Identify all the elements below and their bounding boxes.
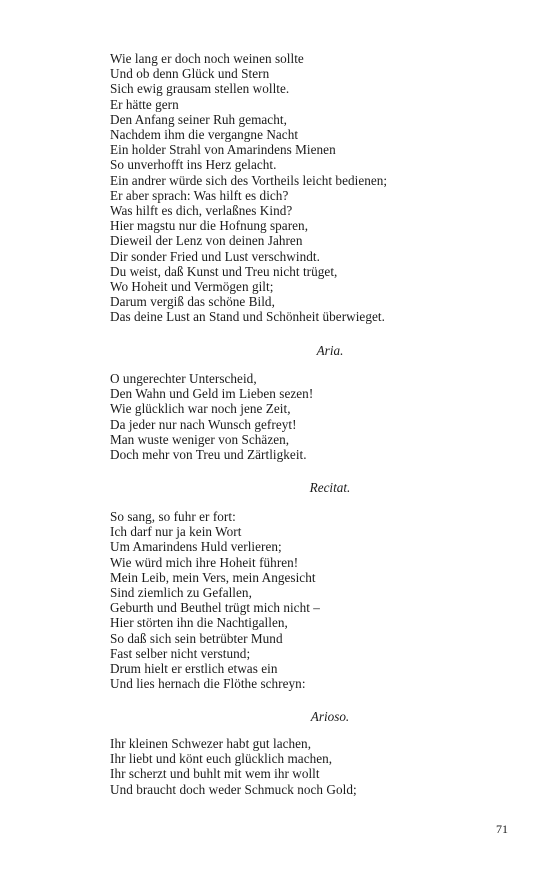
verse-line: Da jeder nur nach Wunsch gefreyt!	[110, 416, 297, 432]
verse-line: Geburth und Beuthel trügt mich nicht –	[110, 600, 320, 616]
verse-line: Ihr scherzt und buhlt mit wem ihr wollt	[110, 766, 320, 782]
verse-line: So unverhofft ins Herz gelacht.	[110, 157, 277, 173]
verse-line: Er aber sprach: Was hilft es dich?	[110, 187, 289, 203]
verse-line: Und lies hernach die Flöthe schreyn:	[110, 676, 306, 692]
verse-line: Um Amarindens Huld verlieren;	[110, 539, 282, 555]
verse-line: Fast selber nicht verstund;	[110, 645, 251, 661]
verse-line: Und braucht doch weder Schmuck noch Gold;	[110, 781, 357, 797]
verse-line: Dieweil der Lenz von deinen Jahren	[110, 233, 303, 249]
verse-line: Wie würd mich ihre Hoheit führen!	[110, 554, 299, 570]
verse-line: Dir sonder Fried und Lust verschwindt.	[110, 248, 320, 264]
aria-stanza	[110, 371, 510, 462]
aria-heading: Aria.	[316, 343, 344, 358]
verse-line: Ich darf nur ja kein Wort	[110, 524, 242, 540]
verse-line: Sich ewig grausam stellen wollte.	[110, 81, 290, 97]
verse-line: Du weist, daß Kunst und Treu nicht trüget,	[110, 263, 338, 279]
verse-line: Den Wahn und Geld im Lieben sezen!	[110, 386, 314, 402]
arioso-heading: Arioso.	[310, 709, 350, 724]
verse-line: Darum vergiß das schöne Bild,	[110, 294, 275, 310]
arioso-stanza	[110, 736, 510, 797]
recitative-stanza	[110, 51, 510, 325]
verse-line: So daß sich sein betrübter Mund	[110, 630, 283, 646]
verse-line: Ein andrer würde sich des Vortheils leicht bedienen;	[110, 172, 388, 188]
verse-line: Den Anfang seiner Ruh gemacht,	[110, 111, 287, 127]
verse-line: Das deine Lust an Stand und Schönheit überwieget.	[110, 309, 385, 325]
recitat-heading: Recitat.	[309, 480, 351, 495]
verse-line: Wo Hoheit und Vermögen gilt;	[110, 279, 274, 295]
verse-line: Was hilft es dich, verlaßnes Kind?	[110, 203, 293, 219]
verse-line: Ihr kleinen Schwezer habt gut lachen,	[110, 736, 312, 751]
verse-line: Drum hielt er erstlich etwas ein	[110, 661, 278, 677]
verse-line: Nachdem ihm die vergangne Nacht	[110, 127, 299, 143]
verse-line: Hier störten ihn die Nachtigallen,	[110, 615, 288, 631]
verse-line: Doch mehr von Treu und Zärtligkeit.	[110, 447, 307, 463]
verse-line: Wie lang er doch noch weinen sollte	[110, 51, 304, 66]
verse-line: O ungerechter Unterscheid,	[110, 371, 257, 386]
verse-line: Sind ziemlich zu Gefallen,	[110, 585, 252, 601]
verse-line: So sang, so fuhr er fort:	[110, 509, 236, 524]
verse-line: Ein holder Strahl von Amarindens Mienen	[110, 142, 336, 158]
verse-line: Mein Leib, mein Vers, mein Angesicht	[110, 569, 316, 585]
verse-line: Man wuste weniger von Schäzen,	[110, 431, 290, 447]
page-number: 71	[496, 822, 508, 836]
recitat-stanza	[110, 509, 510, 691]
verse-line: Ihr liebt und könt euch glücklich machen,	[110, 751, 333, 767]
verse-line: Er hätte gern	[110, 96, 179, 112]
verse-line: Hier magstu nur die Hofnung sparen,	[110, 218, 309, 234]
verse-line: Und ob denn Glück und Stern	[110, 66, 270, 82]
verse-line: Wie glücklich war noch jene Zeit,	[110, 401, 291, 417]
